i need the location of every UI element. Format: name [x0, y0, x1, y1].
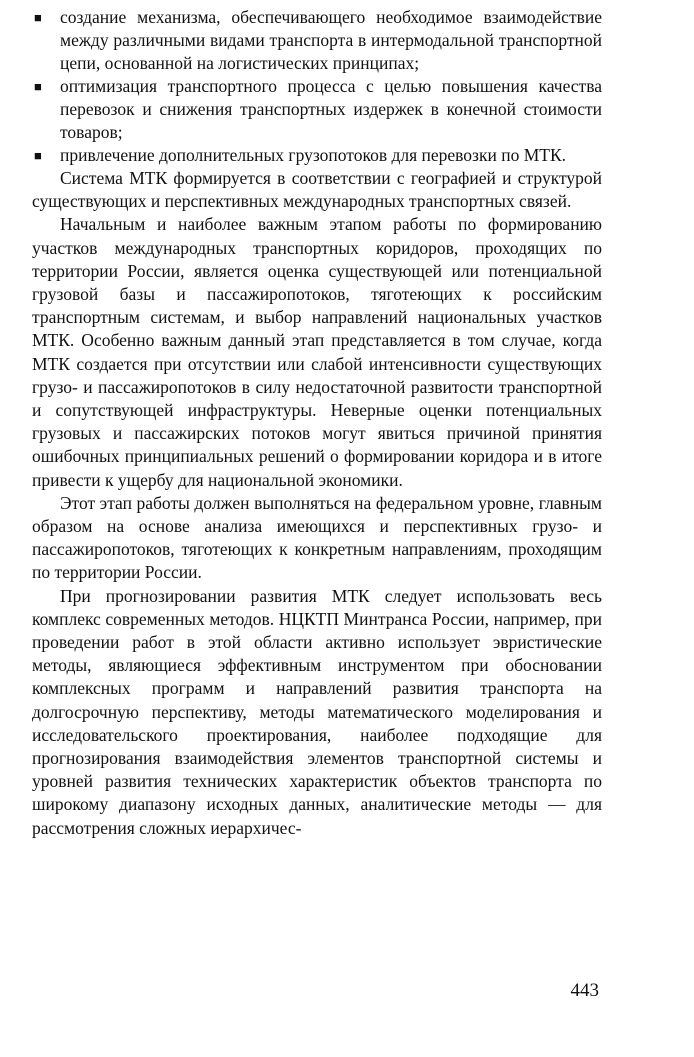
bullet-text: оптимизация транспортного процесса с целью повышения качества перевозок и снижения транспортных издержек в конечной стоимости товаров; — [60, 76, 602, 142]
bullet-list — [32, 6, 602, 167]
paragraph-federal-level: Этот этап работы должен выполняться на федеральном уровне, главным образом на основе анализа имеющихся и перспективных грузо- и пассажиропотоков, тяготеющих к конкретным направлениям, проходящим по территории России. — [32, 492, 602, 583]
bullet-marker-icon: ■ — [34, 10, 42, 25]
paragraph-forecasting: При прогнозировании развития МТК следует использовать весь комплекс современных методов. НЦКТП Минтранса России, например, при проведении работ в этой области активно использует эвристические методы, являющиеся эффективным инструментом при обосновании комплексных программ и направлений развития транспорта на долгосрочную перспективу, методы математического моделирования и исследовательского проектирования, наиболее подходящие для прогнозирования взаимодействия элементов транспортной системы и уровней развития технических характеристик объектов транспорта по широкому диапазону исходных данных, аналитические методы — для рассмотрения сложных иерархичес- — [32, 585, 602, 838]
bullet-text: привлечение дополнительных грузопотоков для перевозки по МТК. — [60, 145, 567, 165]
paragraph-mtk-system: Система МТК формируется в соответствии с географией и структурой существующих и перспективных международных транспортных связей. — [32, 168, 602, 212]
bullet-marker-icon: ■ — [34, 148, 42, 163]
paragraph-initial-stage: Начальным и наиболее важным этапом работы по формированию участков международных транспортных коридоров, проходящих по территории России, является оценка существующей или потенциальной грузовой базы и пассажиропотоков, тяготеющих к российским транспортным системам, и выбор направлений национальных участков МТК. Особенно важным данный этап представляется в том случае, когда МТК создается при отсутствии или слабой интенсивности существующих грузо- и пассажиропотоков в силу недостаточной развитости транспортной и сопутствующей инфраструктуры. Неверные оценки потенциальных грузовых и пассажирских потоков могут явиться причиной принятия ошибочных принципиальных решений о формировании коридора и в итоге привести к ущербу для национальной экономики. — [32, 214, 602, 490]
bullet-item — [32, 75, 602, 144]
page-number: 443 — [570, 980, 599, 1001]
bullet-item — [32, 6, 602, 75]
bullet-marker-icon: ■ — [34, 79, 42, 94]
bullet-item — [32, 144, 602, 167]
bullet-text: создание механизма, обеспечивающего необходимое взаимодействие между различными видами транспорта в интермодальной транспортной цепи, основанной на логистических принципах; — [60, 7, 602, 73]
